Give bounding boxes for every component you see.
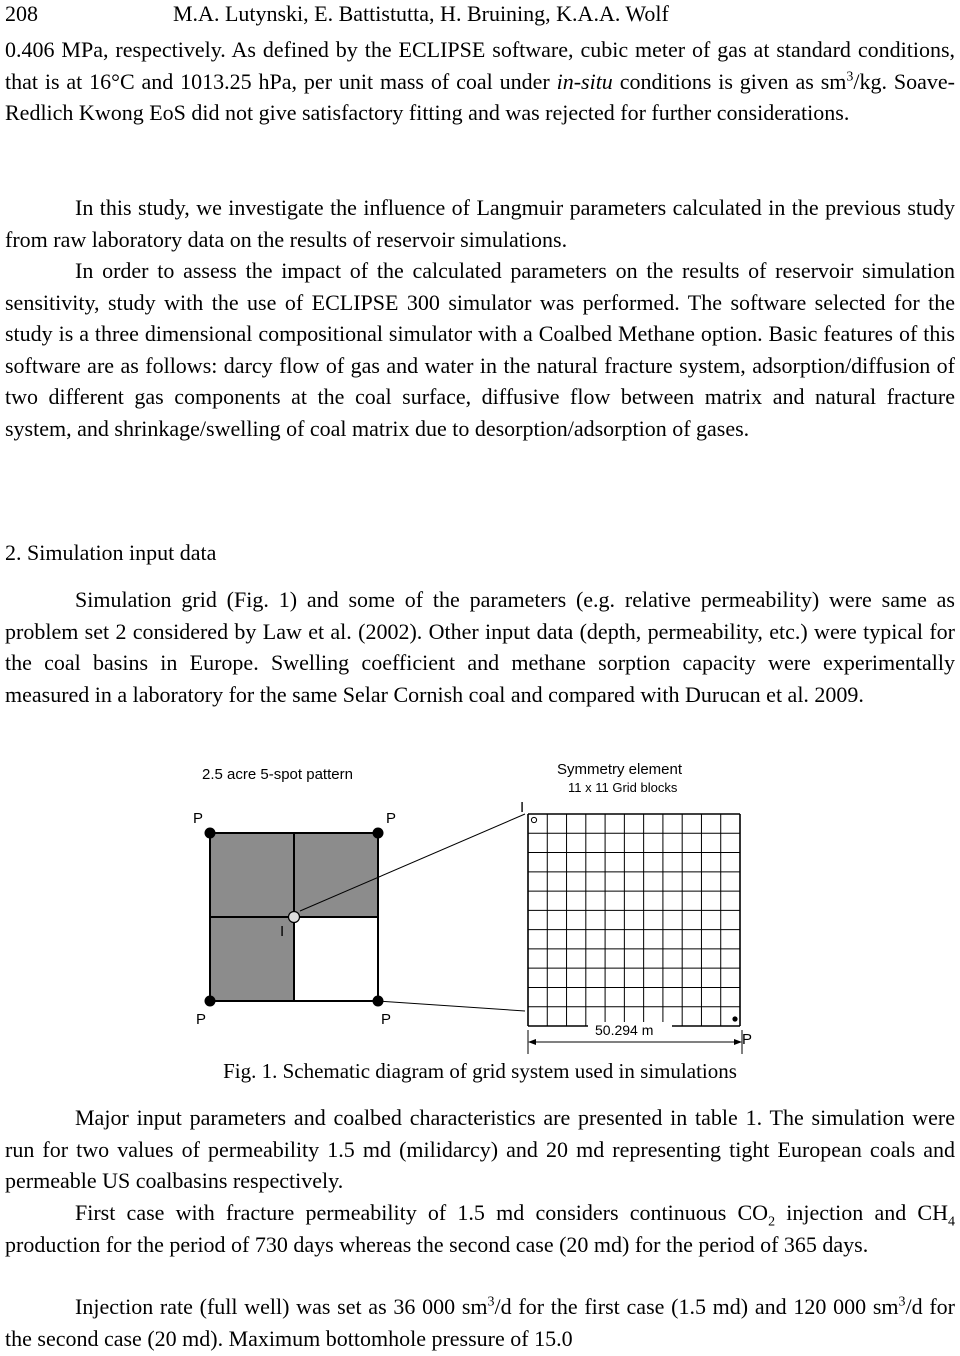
paragraph-1: [5, 34, 955, 129]
figure-grid-schematic: [170, 756, 790, 1056]
quadrant-top-right: [294, 833, 378, 917]
superscript-3: 3: [846, 69, 854, 85]
figure-caption: Fig. 1. Schematic diagram of grid system used in simulations: [223, 1059, 737, 1083]
producer-well-grid: [732, 1016, 737, 1021]
paragraph-4: Simulation grid (Fig. 1) and some of the parameters (e.g. relative permeability) were same as problem set 2 considered by Law et al. (2002). Other input data (depth, permeability, etc.) were typical for the coal basins in Europe. Swelling coefficient and methane sorption capacity were experimentally measured in a laboratory for the same Selar Cornish coal and compared with Durucan et al. 2009.: [5, 587, 955, 707]
right-subtitle: 11 x 11 Grid blocks: [568, 780, 678, 795]
paragraph-1-text-c: /kg. Soave-Redlich Kwong EoS did not give satisfactory fitting and was rejected for further considerations.: [5, 68, 956, 125]
paragraph-1-text-a: 0.406 MPa, respectively. As defined by the ECLIPSE software, cubic meter of gas at standard conditions, that is at 16°C and 1013.25 hPa, per unit mass of coal under: [5, 37, 955, 94]
injector-well-grid: [531, 817, 536, 822]
label-i-grid: I: [520, 799, 525, 816]
superscript-3b: 3: [898, 1294, 906, 1310]
label-i-center: I: [280, 923, 285, 940]
paragraph-7-text-b: /d for the first case (1.5 md) and 120 000 sm: [494, 1294, 899, 1319]
dimension-arrow-left: [528, 1039, 536, 1045]
dimension-arrow-right: [734, 1039, 742, 1045]
label-p-top-left: P: [193, 810, 204, 827]
paragraph-6-text-a: First case with fracture permeability of 1.5 md considers continuous CO: [75, 1200, 769, 1225]
section-heading: 2. Simulation input data: [5, 540, 217, 565]
paragraph-6-text-c: production for the period of 730 days whereas the second case (20 md) for the period of 365 days.: [5, 1231, 869, 1257]
label-p-bottom-left: P: [196, 1011, 207, 1028]
author-line: M.A. Lutynski, E. Battistutta, H. Bruining, K.A.A. Wolf: [173, 1, 669, 26]
quadrant-top-left: [210, 833, 294, 917]
injector-well-center: [289, 912, 300, 923]
paragraph-5: Major input parameters and coalbed characteristics are presented in table 1. The simulation were run for two values of permeability 1.5 md (milidarcy) and 20 md representing tight European coals and permeable US coalbasins respectively.: [5, 1105, 955, 1193]
producer-well-top-left: [205, 828, 216, 839]
paragraph-7-text-a: Injection rate (full well) was set as 36 000 sm: [75, 1294, 488, 1319]
running-header: [5, 0, 955, 28]
superscript-3a: 3: [487, 1294, 495, 1310]
paragraph-1-text-b: conditions is given as sm: [612, 68, 847, 94]
label-p-top-right: P: [386, 810, 397, 827]
producer-well-bottom-left: [205, 996, 216, 1007]
right-title: Symmetry element: [557, 761, 683, 778]
producer-well-top-right: [373, 828, 384, 839]
label-p-grid: P: [742, 1031, 753, 1048]
paragraph-6: [5, 1197, 955, 1260]
paragraph-2: In this study, we investigate the influence of Langmuir parameters calculated in the previous study from raw laboratory data on the results of reservoir simulations.: [5, 195, 955, 252]
paragraph-3: In order to assess the impact of the calculated parameters on the results of reservoir simulation sensitivity, study with the use of ECLIPSE 300 simulator was performed. The software selected for the study is a three dimensional compositional simulator with a Coalbed Methane option. Basic features of this software are as follows: darcy flow of gas and water in the natural fracture system, adsorption/diffusion of two different gas components at the coal surface, diffusive flow between matrix and natural fracture system, and shrinkage/swelling of coal matrix due to desorption/adsorption of gases.: [5, 258, 955, 441]
paragraph-7: [5, 1291, 955, 1354]
in-situ-term: in-situ: [556, 68, 613, 94]
subscript-2: 2: [768, 1214, 776, 1230]
paragraph-6-text-b: injection and CH: [775, 1200, 948, 1225]
dimension-label: 50.294 m: [595, 1022, 654, 1038]
label-p-bottom-right: P: [381, 1011, 392, 1028]
page-number: 208: [5, 1, 38, 26]
paragraph-7-text-c: /d for the second case (20 md). Maximum bottomhole pressure of 15.0: [5, 1294, 955, 1351]
quadrant-bottom-right: [294, 917, 378, 1001]
subscript-4: 4: [948, 1214, 955, 1230]
connector-line-bottom: [378, 1001, 525, 1011]
left-title: 2.5 acre 5-spot pattern: [202, 766, 353, 783]
simulation-grid: [528, 814, 740, 1026]
